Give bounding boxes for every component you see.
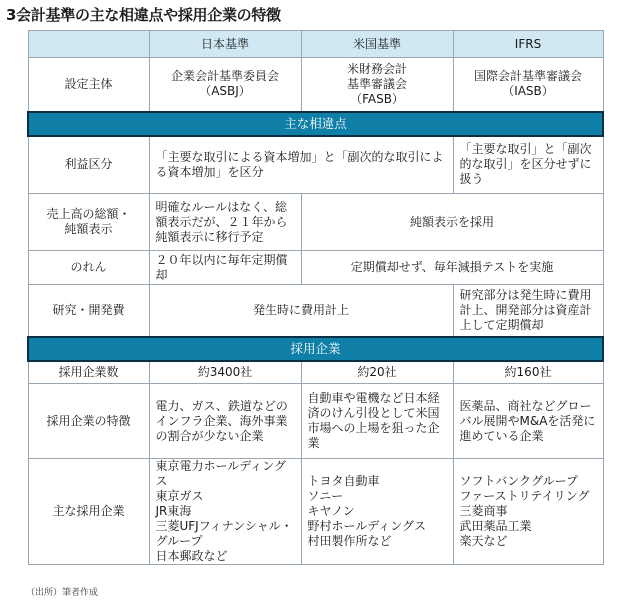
rnd-ifrs: 研究部分は発生時に費用計上、開発部分は資産計上して定期償却 bbox=[453, 285, 603, 337]
sales-us-ifrs: 純額表示を採用 bbox=[301, 194, 603, 251]
count-us: 約20社 bbox=[301, 361, 453, 384]
main-us: トヨタ自動車 ソニー キヤノン 野村ホールディングス 村田製作所など bbox=[301, 459, 453, 565]
table-row bbox=[28, 361, 603, 384]
row-label-sales: 売上高の総額・ 純額表示 bbox=[28, 194, 149, 251]
row-label-count: 採用企業数 bbox=[28, 361, 149, 384]
setter-japan: 企業会計基準委員会 （ASBJ） bbox=[149, 58, 301, 112]
table-row bbox=[28, 384, 603, 459]
table-row bbox=[28, 285, 603, 337]
table-row bbox=[28, 459, 603, 565]
sales-japan: 明確なルールはなく、総額表示だが、２１年から純額表示に移行予定 bbox=[149, 194, 301, 251]
count-japan: 約3400社 bbox=[149, 361, 301, 384]
table-row bbox=[28, 194, 603, 251]
row-label-profit: 利益区分 bbox=[28, 136, 149, 194]
row-label-rnd: 研究・開発費 bbox=[28, 285, 149, 337]
table-row bbox=[28, 136, 603, 194]
column-header-ifrs: IFRS bbox=[453, 31, 603, 58]
column-header-japan: 日本基準 bbox=[149, 31, 301, 58]
column-header-blank bbox=[28, 31, 149, 58]
traits-japan: 電力、ガス、鉄道などのインフラ企業、海外事業の割合が少ない企業 bbox=[149, 384, 301, 459]
goodwill-japan: ２０年以内に毎年定期償却 bbox=[149, 251, 301, 285]
section-title-differences: 主な相違点 bbox=[28, 112, 603, 136]
row-label-traits: 採用企業の特徴 bbox=[28, 384, 149, 459]
setter-us: 米財務会計 基準審議会 （FASB） bbox=[301, 58, 453, 112]
setter-ifrs: 国際会計基準審議会 （IASB） bbox=[453, 58, 603, 112]
page-title: 3会計基準の主な相違点や採用企業の特徴 bbox=[6, 6, 281, 24]
traits-us: 自動車や電機など日本経済のけん引役として米国市場への上場を狙った企業 bbox=[301, 384, 453, 459]
profit-ifrs: 「主要な取引」と「副次的な取引」を区分せずに扱う bbox=[453, 136, 603, 194]
rnd-japan-us: 発生時に費用計上 bbox=[149, 285, 453, 337]
row-label-setter: 設定主体 bbox=[28, 58, 149, 112]
source-note: （出所）筆者作成 bbox=[26, 588, 99, 598]
main-japan: 東京電力ホールディングス 東京ガス JR東海 三菱UFJフィナンシャル・ グループ 日本郵政など bbox=[149, 459, 301, 565]
row-label-main: 主な採用企業 bbox=[28, 459, 149, 565]
comparison-table bbox=[27, 30, 604, 565]
count-ifrs: 約160社 bbox=[453, 361, 603, 384]
goodwill-us-ifrs: 定期償却せず、毎年減損テストを実施 bbox=[301, 251, 603, 285]
profit-japan-us: 「主要な取引による資本増加」と「副次的な取引による資本増加」を区分 bbox=[149, 136, 453, 194]
table-row bbox=[28, 58, 603, 112]
section-band-differences bbox=[28, 112, 603, 136]
column-header-us: 米国基準 bbox=[301, 31, 453, 58]
section-band-adopters bbox=[28, 337, 603, 361]
section-title-adopters: 採用企業 bbox=[28, 337, 603, 361]
table-row bbox=[28, 251, 603, 285]
column-header-row bbox=[28, 31, 603, 58]
row-label-goodwill: のれん bbox=[28, 251, 149, 285]
traits-ifrs: 医薬品、商社などグローバル展開やM&Aを活発に進めている企業 bbox=[453, 384, 603, 459]
main-ifrs: ソフトバンクグループ ファーストリテイリング 三菱商事 武田薬品工業 楽天など bbox=[453, 459, 603, 565]
